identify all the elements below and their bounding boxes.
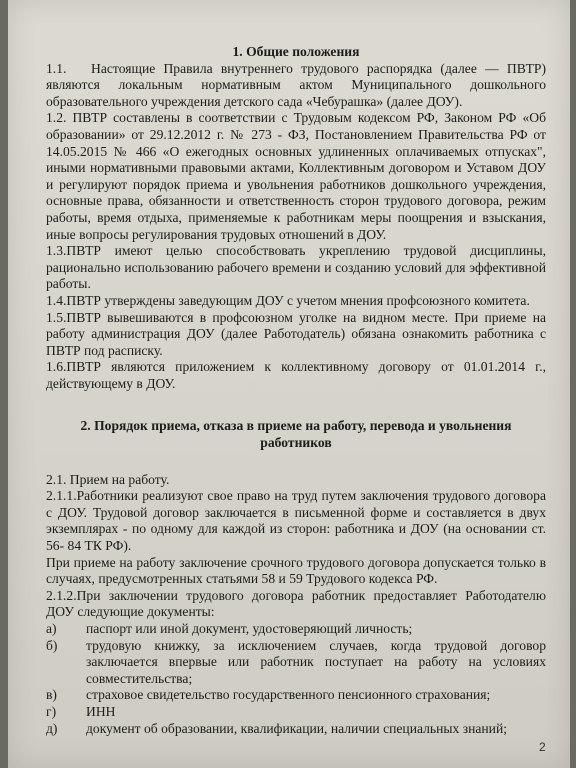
list-marker: б) bbox=[46, 637, 58, 653]
document-body bbox=[46, 44, 546, 737]
paragraph-1-6: 1.6.ПВТР являются приложением к коллективному договору от 01.01.2014 г., действующему в ДОУ. bbox=[46, 359, 546, 391]
paragraph-fixed-term: При приеме на работу заключение срочного трудового договора допускается только в случаях, предусмотренных статьями 58 и 59 Трудового кодекса РФ. bbox=[46, 554, 546, 587]
paragraph-1-2: 1.2. ПВТР составлены в соответствии с Трудовым кодексом РФ, Законом РФ «Об образовании» от 29.12.2012 г. № 273 - ФЗ, Постановлением Правительства РФ от 14.05.2015 № 466 «О ежегодных основных удлиненных оплачиваемых отпусках", иными нормативными правовыми актами, Коллективным договором и Уставом ДОУ и регулируют порядок приема и увольнения работников дошкольного учреждения, основные права, обязанности и ответственность сторон трудового договора, режим работы, время отдыха, применяемые к работникам меры поощрения и взыскания, иные вопросы регулирования трудовых отношений в ДОУ. bbox=[46, 110, 546, 242]
list-marker: а) bbox=[46, 621, 57, 636]
paragraph-2-1-2: 2.1.2.При заключении трудового договора работник предоставляет Работодателю ДОУ следующие документы: bbox=[46, 587, 546, 620]
paragraph-1-1: 1.1. Настоящие Правила внутреннего трудового распорядка (далее — ПВТР) являются локальным нормативным актом Муниципального дошкольного образовательного учреждения детского сада «Чебурашка» (далее ДОУ). bbox=[46, 60, 546, 109]
paragraph-1-4: 1.4.ПВТР утверждены заведующим ДОУ с учетом мнения профсоюзного комитета. bbox=[46, 292, 530, 308]
list-text: документ об образовании, квалификации, наличии специальных знаний; bbox=[86, 720, 508, 736]
list-text: страховое свидетельство государственного пенсионного страхования; bbox=[86, 687, 491, 703]
paragraph-2-1-1: 2.1.1.Работники реализуют свое право на труд путем заключения трудового договора с ДОУ. Трудовой договор заключается в письменной форме и составляется в двух экземплярах - по одному для каждой из сторон: работника и ДОУ (на основании ст. 56- 84 ТК РФ). bbox=[46, 488, 546, 554]
list-text: ИНН bbox=[86, 703, 116, 719]
list-item bbox=[46, 721, 546, 738]
list-item bbox=[46, 687, 546, 704]
paragraph-1-5: 1.5.ПВТР вывешиваются в профсоюзном уголке на видном месте. При приеме на работу администрация ДОУ (далее Работодатель) обязана ознакомить работника с ПВТР под расписку. bbox=[46, 309, 546, 358]
list-text: трудовую книжку, за исключением случаев, когда трудовой договор заключается впервые или работник поступает на работу на условиях совместительства; bbox=[86, 637, 546, 686]
list-item bbox=[46, 621, 546, 638]
section-1-heading: 1. Общие положения bbox=[232, 44, 360, 59]
page-number: 2 bbox=[539, 740, 546, 754]
list-marker: г) bbox=[46, 703, 57, 719]
document-page bbox=[8, 0, 570, 768]
list-text: паспорт или иной документ, удостоверяющий личность; bbox=[86, 621, 413, 636]
paragraph-1-3: 1.3.ПВТР имеют целью способствовать укреплению трудовой дисциплины, рационально использованию рабочего времени и созданию условий для эффективной работы. bbox=[46, 243, 546, 292]
list-item bbox=[46, 638, 546, 688]
section-2-heading: 2. Порядок приема, отказа в приеме на работу, перевода и увольнения работников bbox=[80, 418, 512, 451]
list-marker: д) bbox=[46, 720, 58, 736]
list-item bbox=[46, 704, 546, 721]
list-marker: в) bbox=[46, 687, 57, 703]
paragraph-2-1: 2.1. Прием на работу. bbox=[46, 471, 170, 487]
